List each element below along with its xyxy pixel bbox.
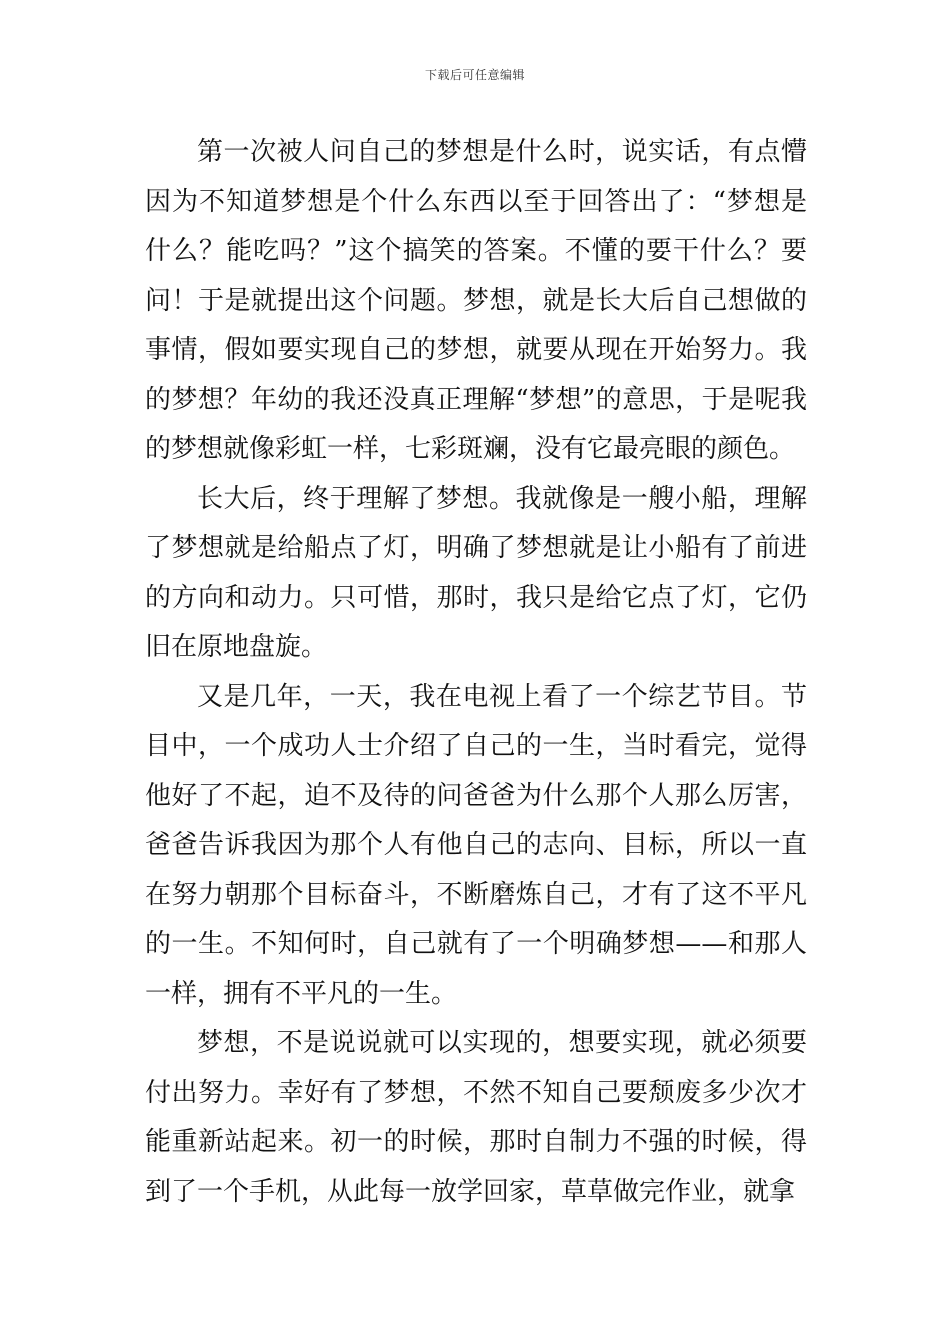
paragraph-2: 长大后，终于理解了梦想。我就像是一艘小船，理解了梦想就是给船点了灯，明确了梦想就是让小船有了前进的方向和动力。只可惜，那时，我只是给它点了灯，它仍旧在原地盘旋。 [145,483,807,662]
paragraph-1: 第一次被人问自己的梦想是什么时，说实话，有点懵因为不知道梦想是个什么东西以至于回答出了：“梦想是什么？能吃吗？”这个搞笑的答案。不懂的要干什么？要问！于是就提出这个问题。梦想，就是长大后自己想做的事情，假如要实现自己的梦想，就要从现在开始努力。我的梦想？年幼的我还没真正理解“梦想”的意思，于是呢我的梦想就像彩虹一样，七彩斑斓，没有它最亮眼的颜色。 [145,137,807,464]
paragraph-4: 梦想，不是说说就可以实现的，想要实现，就必须要付出努力。幸好有了梦想，不然不知自己要颓废多少次才能重新站起来。初一的时候，那时自制力不强的时候，得到了一个手机，从此每一放学回家，草草做完作业，就拿 [145,1028,807,1207]
essay-body [145,128,807,1217]
page-header-note: 下载后可任意编辑 [424,68,525,82]
paragraph-3: 又是几年，一天，我在电视上看了一个综艺节目。节目中，一个成功人士介绍了自己的一生，当时看完，觉得他好了不起，迫不及待的问爸爸为什么那个人那么厉害，爸爸告诉我因为那个人有他自己的志向、目标，所以一直在努力朝那个目标奋斗，不断磨炼自己，才有了这不平凡的一生。不知何时，自己就有了一个明确梦想——和那人一样，拥有不平凡的一生。 [145,681,807,1009]
